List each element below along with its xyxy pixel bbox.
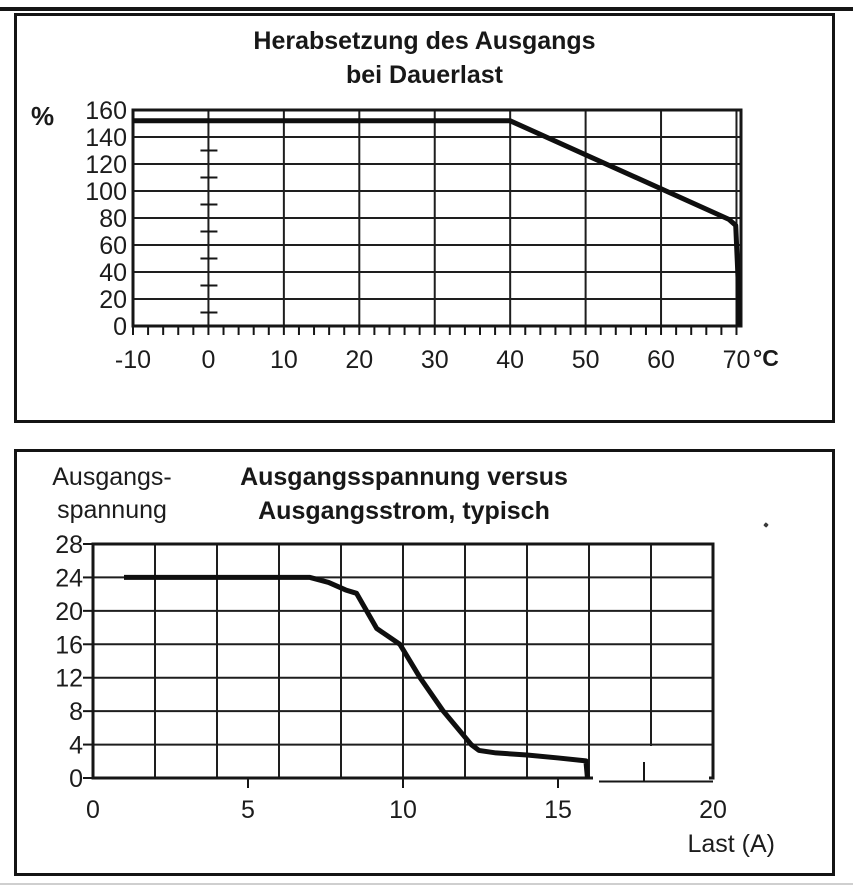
output-voltage-chart-title-line2: Ausgangsstrom, typisch <box>258 497 550 525</box>
x-tick-label: 0 <box>86 796 100 824</box>
y-tick-label: 8 <box>69 698 83 727</box>
y-tick-label: 20 <box>99 286 127 314</box>
y-tick-label: 60 <box>99 232 127 260</box>
x-tick-label: 20 <box>699 796 727 824</box>
x-tick-label: 20 <box>345 346 374 374</box>
bottom-divider-line <box>0 883 853 885</box>
x-axis-label-last-a: Last (A) <box>687 830 775 858</box>
x-tick-label: 40 <box>496 346 525 374</box>
y-tick-label: 24 <box>55 564 83 593</box>
y-tick-label: 16 <box>55 631 83 660</box>
scan-artifact <box>593 746 709 782</box>
y-tick-label: 140 <box>85 124 127 152</box>
derating-chart-title-line1: Herabsetzung des Ausgangs <box>253 27 596 55</box>
y-tick-label: 160 <box>85 97 127 125</box>
x-tick-label: 10 <box>389 796 417 824</box>
x-tick-label: 30 <box>420 346 449 374</box>
output-voltage-chart-panel <box>14 449 835 876</box>
y-tick-label: 80 <box>99 205 127 233</box>
x-tick-label: 15 <box>544 796 572 824</box>
y-tick-label: 40 <box>99 259 127 287</box>
y-tick-label: 0 <box>113 313 127 341</box>
y-tick-label: 4 <box>69 731 83 760</box>
output-derating-percent-vs-temperature-curve <box>133 121 739 326</box>
y-axis-unit-percent: % <box>31 101 55 131</box>
x-tick-label: 70 <box>722 346 751 374</box>
x-tick-label: 5 <box>241 796 255 824</box>
x-tick-label: 0 <box>201 346 216 374</box>
y-tick-label: 0 <box>69 765 83 793</box>
y-axis-label-line2: spannung <box>57 496 167 524</box>
y-tick-label: 12 <box>55 664 83 693</box>
y-axis-label-line1: Ausgangs- <box>52 463 172 491</box>
x-axis-unit-celsius: °C <box>753 345 779 371</box>
y-tick-label: 120 <box>85 151 127 179</box>
x-tick-label: 60 <box>647 346 675 374</box>
output-voltage-chart <box>17 452 832 873</box>
output-voltage-chart-title-line1: Ausgangsspannung versus <box>240 463 568 491</box>
derating-chart-title-line2: bei Dauerlast <box>345 61 503 89</box>
derating-chart-panel <box>14 13 835 423</box>
x-tick-label: 50 <box>571 346 600 374</box>
y-tick-label: 100 <box>85 178 127 206</box>
y-tick-label: 28 <box>55 531 83 559</box>
x-tick-label: -10 <box>114 346 152 374</box>
top-divider-line <box>0 7 853 11</box>
x-tick-label: 10 <box>269 346 298 374</box>
y-tick-label: 20 <box>55 597 83 626</box>
derating-chart <box>17 16 832 420</box>
